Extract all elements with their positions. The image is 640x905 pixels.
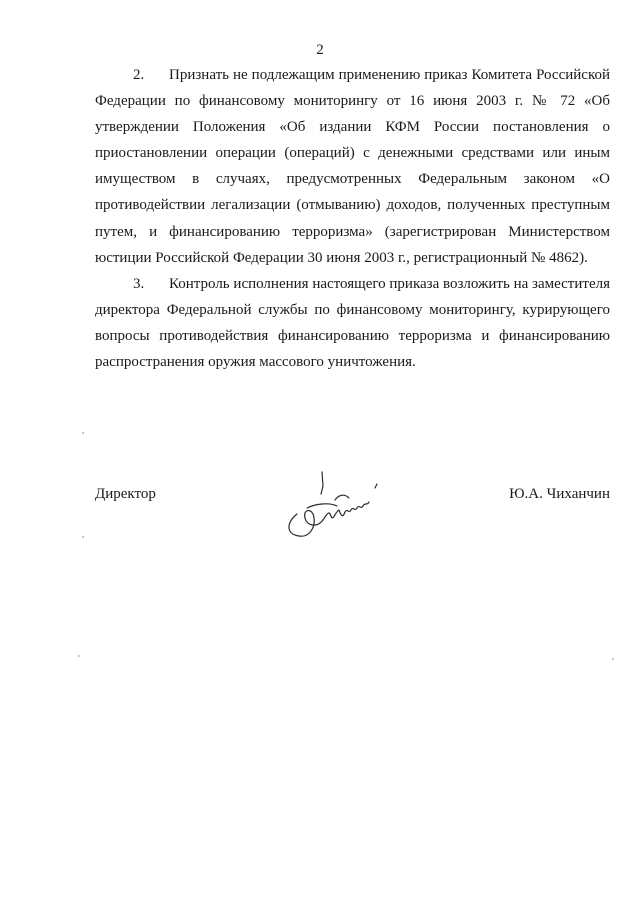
paragraph-text: Признать не подлежащим применению приказ Комитета Российской Федерации по финансовому мониторингу от 16 июня 2003 г. № 72 «Об утверждении Положения «Об издании КФМ России постановления о приостановлении операции (операций) с денежными средствами или иным имуществом в случаях, предусмотренных Федеральным законом «О противодействии легализации (отмыванию) доходов, полученных преступным путем, и финансированию терроризма» (зарегистрирован Министерством юстиции Российской Федерации 30 июня 2003 г., регистрационный № 4862).	[95, 67, 610, 266]
paragraph-number: 3.	[133, 275, 145, 292]
handwritten-signature	[277, 464, 392, 544]
scan-dot	[78, 655, 80, 657]
scan-dot	[612, 658, 614, 660]
paragraph-item-3	[95, 271, 610, 375]
paragraph-text: Контроль исполнения настоящего приказа возложить на заместителя директора Федеральной службы по финансовому мониторингу, курирующего вопросы противодействия финансированию терроризма и финансированию распространения оружия массового уничтожения.	[95, 275, 610, 371]
signer-name: Ю.А. Чиханчин	[509, 486, 610, 502]
paragraph-item-2	[95, 62, 610, 271]
scan-dot	[82, 536, 84, 538]
signer-title: Директор	[95, 486, 156, 502]
signature-block	[95, 484, 610, 544]
document-body	[95, 62, 610, 375]
page-number: 2	[316, 42, 324, 58]
scan-dot	[82, 432, 84, 434]
paragraph-number: 2.	[133, 67, 145, 83]
